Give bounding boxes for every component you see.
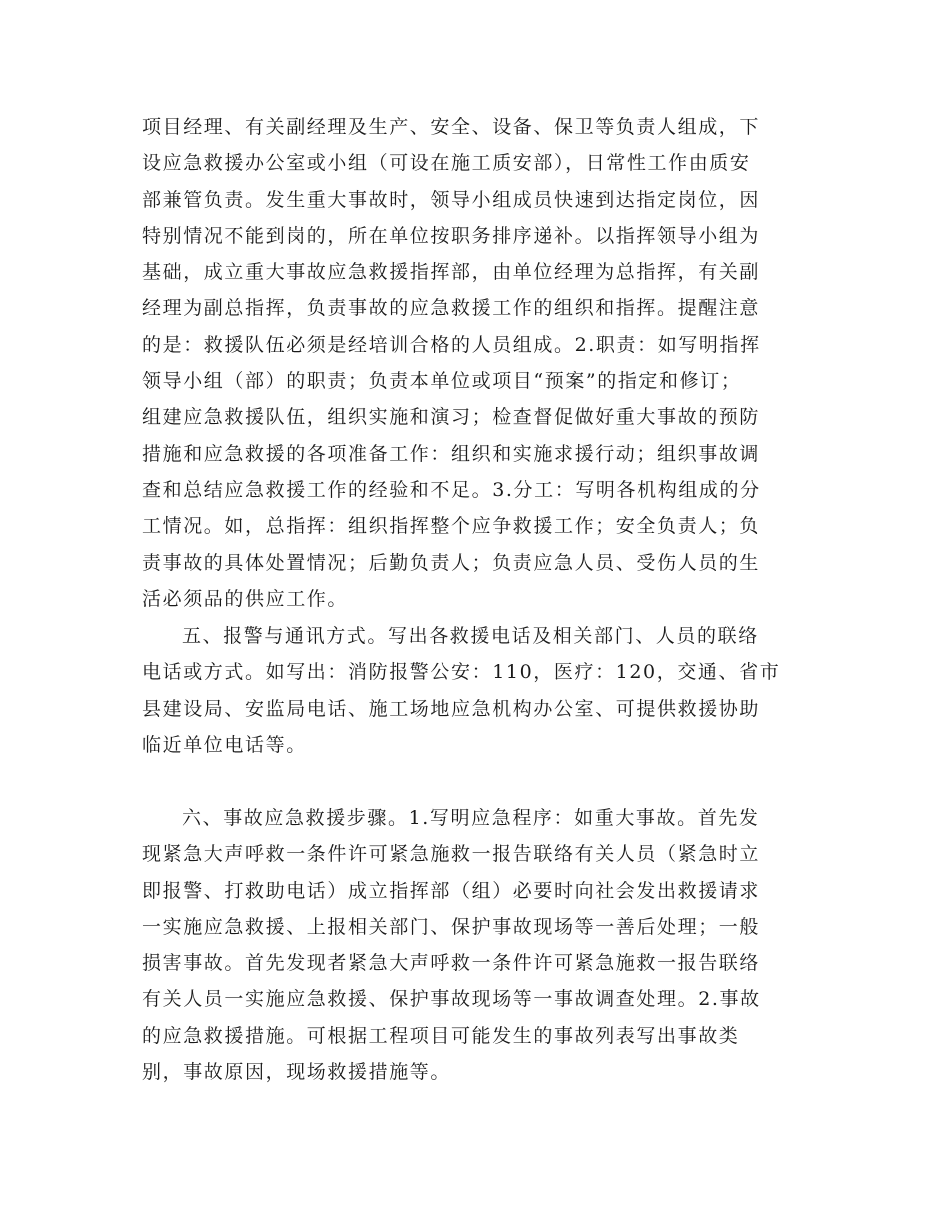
text-line: 临近单位电话等。 bbox=[142, 733, 307, 756]
text-line: 组建应急救援队伍，组织实施和演习；检查督促做好重大事故的预防 bbox=[142, 406, 761, 429]
text-line: 领导小组（部）的职责；负责本单位或项目“预案”的指定和修订； bbox=[142, 370, 742, 393]
text-line: 的应急救援措施。可根据工程项目可能发生的事故列表写出事故类 bbox=[142, 1024, 740, 1047]
text-line: 六、事故应急救援步骤。1.写明应急程序：如重大事故。首先发 bbox=[182, 807, 760, 829]
text-line: 部兼管负责。发生重大事故时，领导小组成员快速到达指定岗位，因 bbox=[142, 188, 761, 211]
text-line: 五、报警与通讯方式。写出各救援电话及相关部门、人员的联络 bbox=[182, 625, 759, 647]
paragraph-rescue-steps bbox=[142, 800, 822, 1090]
text-line: 设应急救援办公室或小组（可设在施工质安部），日常性工作由质安 bbox=[142, 152, 751, 175]
text-line: 现紧急大声呼救一条件许可紧急施救一报告联络有关人员（紧急时立 bbox=[142, 843, 761, 866]
text-line: 工情况。如，总指挥：组织指挥整个应争救援工作；安全负责人；负 bbox=[142, 515, 761, 538]
text-line: 损害事故。首先发现者紧急大声呼救一条件许可紧急施救一报告联络 bbox=[142, 952, 761, 975]
text-line: 基础，成立重大事故应急救援指挥部，由单位经理为总指挥，有关副 bbox=[142, 261, 761, 284]
text-line: 特别情况不能到岗的，所在单位按职务排序递补。以指挥领导小组为 bbox=[142, 224, 761, 247]
text-line: 经理为副总指挥，负责事故的应急救援工作的组织和指挥。提醒注意 bbox=[142, 297, 761, 320]
text-line: 电话或方式。如写出：消防报警公安：110，医疗：120，交通、省市 bbox=[142, 661, 781, 684]
text-line: 即报警、打救助电话）成立指挥部（组）必要时向社会发出救援请求 bbox=[142, 879, 761, 902]
paragraph-alarm-communication bbox=[142, 618, 822, 763]
text-line: 措施和应急救援的各项准备工作：组织和实施求援行动；组织事故调 bbox=[142, 442, 761, 465]
text-line: 责事故的具体处置情况；后勤负责人；负责应急人员、受伤人员的生 bbox=[142, 551, 761, 574]
text-line: 有关人员一实施应急救援、保护事故现场等一事故调查处理。2.事故 bbox=[142, 988, 761, 1011]
text-line: 一实施应急救援、上报相关部门、保护事故现场等一善后处理；一般 bbox=[142, 915, 761, 938]
text-line: 别，事故原因，现场救援措施等。 bbox=[142, 1061, 452, 1084]
text-line: 的是：救援队伍必须是经培训合格的人员组成。2.职责：如写明指挥 bbox=[142, 333, 761, 356]
text-line: 查和总结应急救援工作的经验和不足。3.分工：写明各机构组成的分 bbox=[142, 478, 761, 501]
text-line: 县建设局、安监局电话、施工场地应急机构办公室、可提供救援协助 bbox=[142, 697, 761, 720]
text-line: 活必须品的供应工作。 bbox=[142, 587, 349, 610]
paragraph-command-structure bbox=[142, 109, 822, 617]
text-line: 项目经理、有关副经理及生产、安全、设备、保卫等负责人组成，下 bbox=[142, 116, 761, 138]
